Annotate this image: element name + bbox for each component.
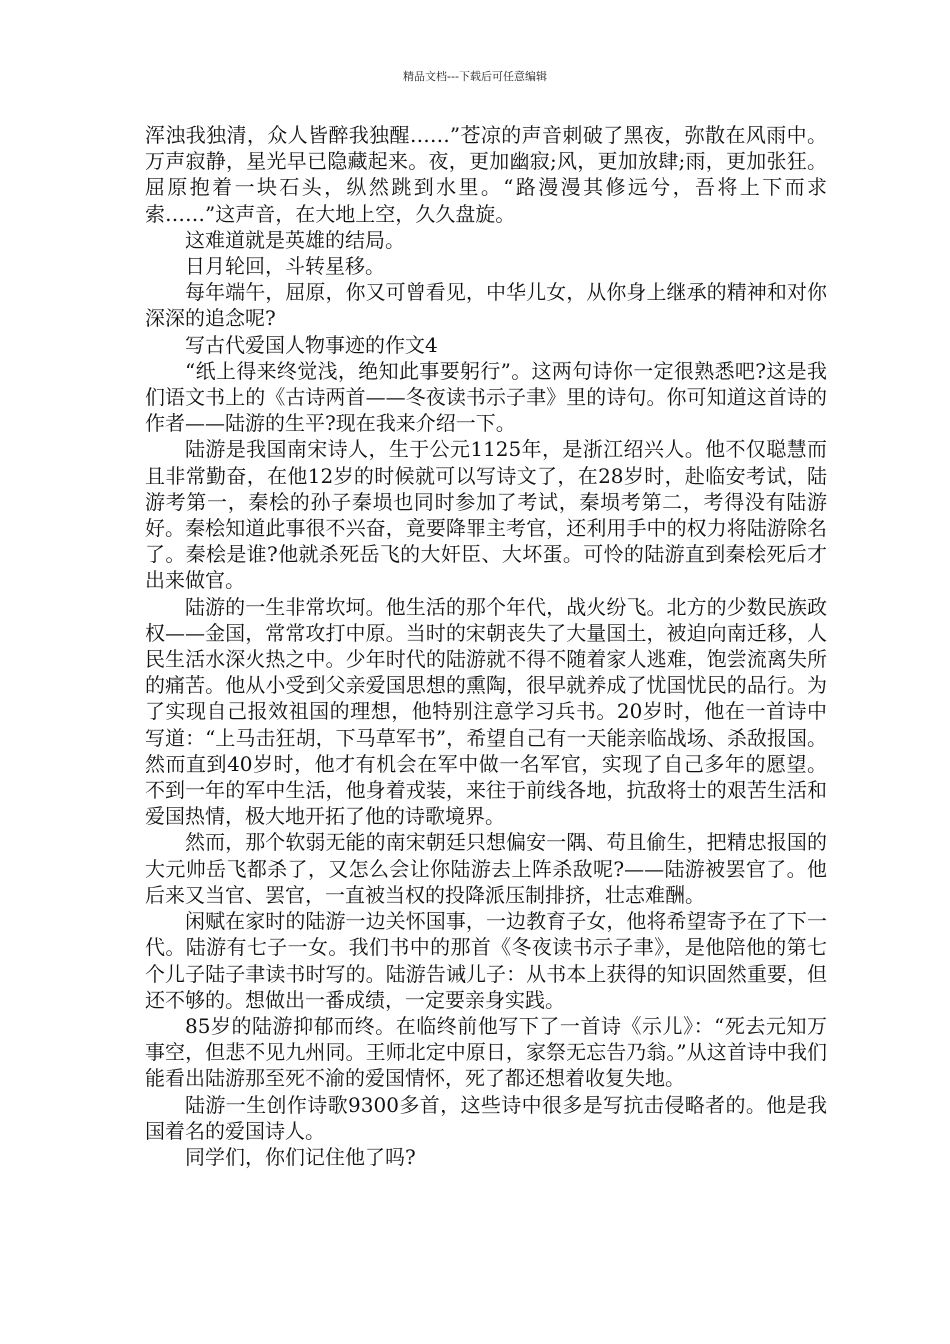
paragraph-quyuan-ending: 浑浊我独清，众人皆醉我独醒……”苍凉的声音刺破了黑夜，弥散在风雨中。万声寂静，星光早已隐藏起来。夜，更加幽寂;风，更加放肆;雨，更加张狂。屈原抱着一块石头，纵然跳到水里。“路漫漫其修远兮，吾将上下而求索……”这声音，在大地上空，久久盘旋。 — [145, 123, 827, 226]
essay-heading: 写古代爱国人物事迹的作文4 — [185, 332, 438, 357]
paragraph-luyou-dismissed: 然而，那个软弱无能的南宋朝廷只想偏安一隅、苟且偷生，把精忠报国的大元帅岳飞都杀了，又怎么会让你陆游去上阵杀敌呢?——陆游被罢官了。他后来又当官、罢官，一直被当权的投降派压制排挤，壮志难酬。 — [145, 830, 827, 907]
paragraph-luyou-children: 闲赋在家时的陆游一边关怀国事，一边教育子女，他将希望寄予在了下一代。陆游有七子一女。我们书中的那首《冬夜读书示子聿》，是他陪他的第七个儿子陆子聿读书时写的。陆游告诫儿子：从书本上获得的知识固然重要，但还不够的。想做出一番成绩，一定要亲身实践。 — [145, 909, 827, 1012]
paragraph-luyou-hardship: 陆游的一生非常坎坷。他生活的那个年代，战火纷飞。北方的少数民族政权——金国，常常攻打中原。当时的宋朝丧失了大量国土，被迫向南迁移，人民生活水深火热之中。少年时代的陆游就不得不随着家人逃难，饱尝流离失所的痛苦。他从小受到父亲爱国思想的熏陶，很早就养成了忧国忧民的品行。为了实现自己报效祖国的理想，他特别注意学习兵书。20岁时，他在一首诗中写道：“上马击狂胡，下马草军书”，希望自己有一天能亲临战场、杀敌报国。然而直到40岁时，他才有机会在军中做一名军官，实现了自己多年的愿望。不到一年的军中生活，他身着戎装，来往于前线各地，抗敌将士的艰苦生活和爱国热情，极大地开拓了他的诗歌境界。 — [145, 594, 827, 829]
paragraph-hero-question: 这难道就是英雄的结局。 — [185, 227, 405, 252]
paragraph-luyou-death: 85岁的陆游抑郁而终。在临终前他写下了一首诗《示儿》：“死去元知万事空，但悲不见九州同。王师北定中原日，家祭无忘告乃翁。”从这首诗中我们能看出陆游那至死不渝的爱国情怀，死了都还想着收复失地。 — [145, 1013, 827, 1091]
paragraph-duanwu: 每年端午，屈原，你又可曾看见，中华儿女，从你身上继承的精神和对你深深的追念呢? — [145, 280, 827, 331]
paragraph-closing-question: 同学们，你们记住他了吗? — [185, 1144, 416, 1169]
paragraph-luyou-early-life: 陆游是我国南宋诗人，生于公元1125年，是浙江绍兴人。他不仅聪慧而且非常勤奋，在他12岁的时候就可以写诗文了，在28岁时，赴临安考试，陆游考第一，秦桧的孙子秦埙也同时参加了考试，秦埙考第二，考得没有陆游好。秦桧知道此事很不兴奋，竟要降罪主考官，还利用手中的权力将陆游除名了。秦桧是谁?他就杀死岳飞的大奸臣、大坏蛋。可怜的陆游直到秦桧死后才出来做官。 — [145, 437, 827, 593]
page-header: 精品文档---下载后可任意编辑 — [403, 70, 547, 83]
paragraph-time-passes: 日月轮回，斗转星移。 — [185, 254, 385, 279]
document-body — [145, 122, 827, 1170]
paragraph-poem-intro: “纸上得来终觉浅，绝知此事要躬行”。这两句诗你一定很熟悉吧?这是我们语文书上的《古诗两首——冬夜读书示子聿》里的诗句。你可知道这首诗的作者——陆游的生平?现在我来介绍一下。 — [145, 358, 827, 436]
paragraph-luyou-poems: 陆游一生创作诗歌9300多首，这些诗中很多是写抗击侵略者的。他是我国着名的爱国诗人。 — [145, 1092, 827, 1143]
